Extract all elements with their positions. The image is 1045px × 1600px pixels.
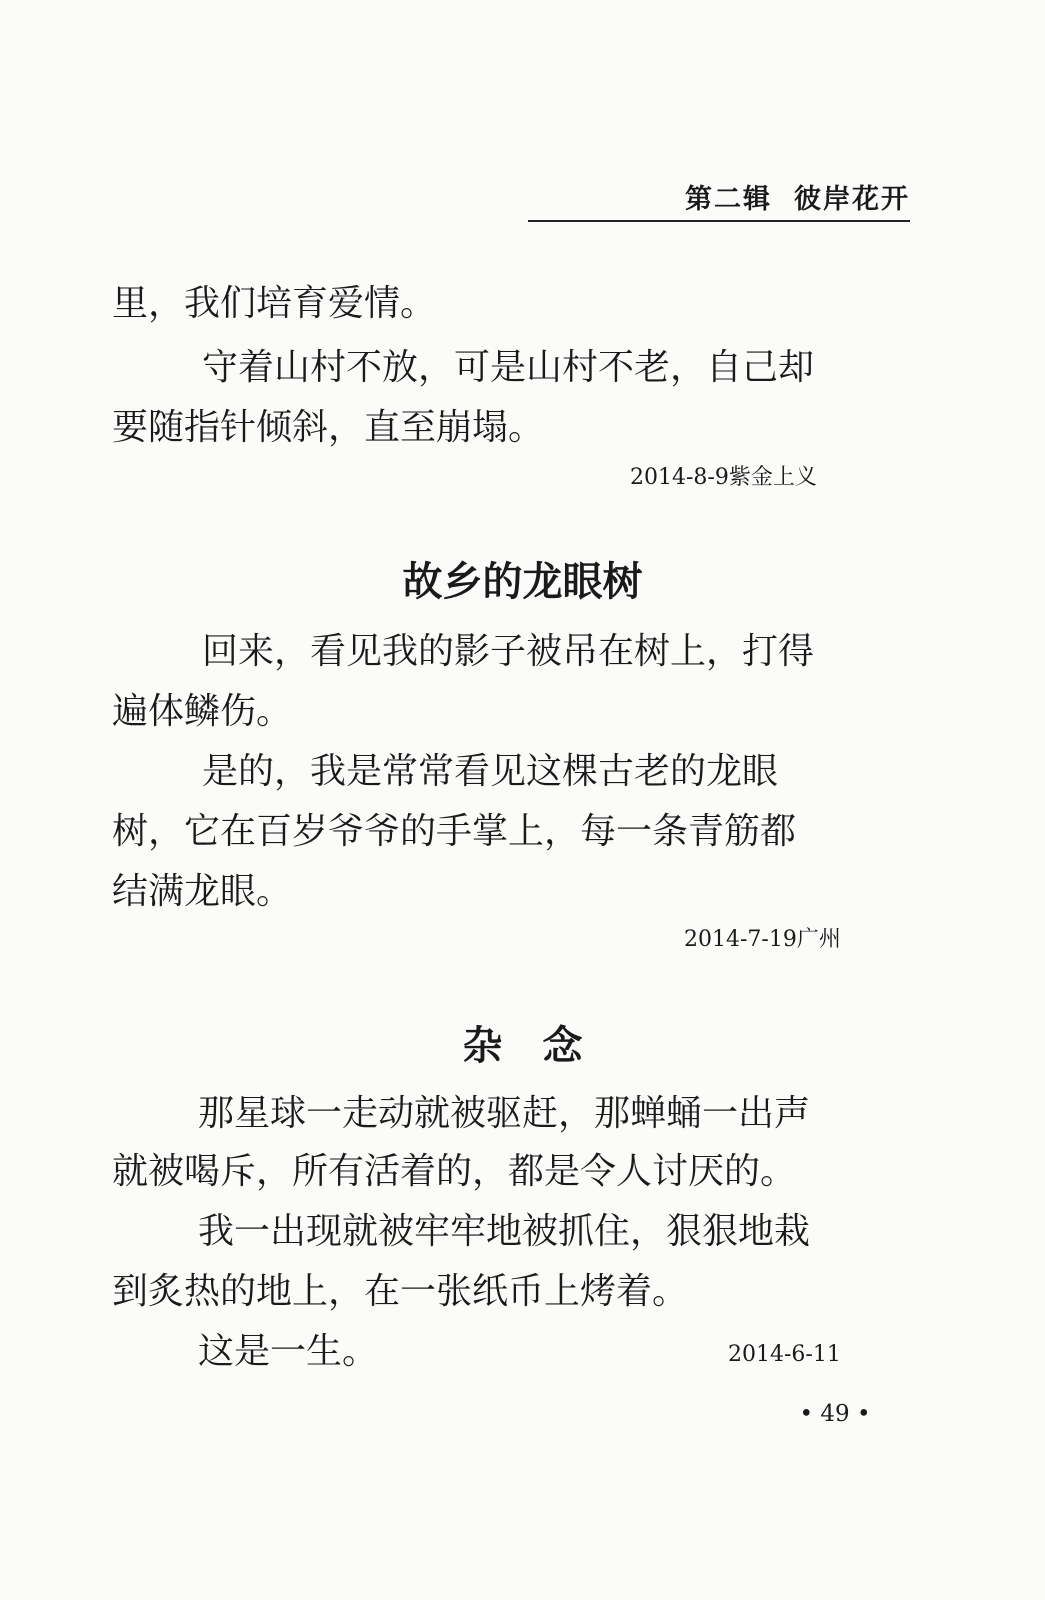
prev-piece-paragraph-2 [112, 338, 814, 398]
prev-piece-date: 2014-8-9紫金上义 [630, 465, 817, 490]
prev-piece-paragraph-1 [112, 274, 436, 334]
section-label: 第二辑 [685, 184, 772, 215]
running-header [530, 180, 910, 220]
page-number: • 49 • [799, 1401, 871, 1427]
text-line: 就被喝斥，所有活着的，都是令人讨厌的。 [112, 1151, 797, 1192]
text-line: 要随指针倾斜，直至崩塌。 [112, 407, 545, 448]
zanian-paragraph-2-cont [112, 1262, 688, 1322]
text-line: 那星球一走动就被驱赶，那蝉蛹一出声 [198, 1093, 811, 1134]
longyan-paragraph-2 [202, 742, 778, 802]
longyan-paragraph-1-cont [112, 682, 292, 742]
text-line: 里，我们培育爱情。 [112, 283, 437, 324]
text-line: 守着山村不放，可是山村不老，自己却 [202, 347, 815, 388]
text-line: 遍体鳞伤。 [112, 691, 293, 732]
header-rule [528, 220, 910, 222]
text-line: 树，它在百岁爷爷的手掌上，每一条青筋都 [112, 811, 797, 852]
prev-piece-paragraph-2-cont [112, 398, 544, 458]
zanian-date: 2014-6-11 [728, 1342, 841, 1367]
text-line: 结满龙眼。 [112, 871, 293, 912]
longyan-date: 2014-7-19广州 [684, 927, 841, 952]
text-line: 回来，看见我的影子被吊在树上，打得 [202, 631, 815, 672]
poem-title-longyan: 故乡的龙眼树 [402, 558, 643, 605]
zanian-paragraph-1-cont [112, 1142, 796, 1202]
text-line: 这是一生。 [198, 1331, 379, 1372]
zanian-paragraph-2 [198, 1202, 810, 1262]
longyan-paragraph-2-cont [112, 802, 796, 922]
poem-title-zanian: 杂 念 [462, 1022, 583, 1069]
text-line: 到炙热的地上，在一张纸币上烤着。 [112, 1271, 689, 1312]
longyan-paragraph-1 [202, 622, 814, 682]
zanian-paragraph-1 [198, 1084, 810, 1144]
text-line: 是的，我是常常看见这棵古老的龙眼 [202, 751, 779, 792]
zanian-paragraph-3 [198, 1322, 378, 1382]
section-subtitle: 彼岸花开 [794, 184, 910, 215]
text-line: 我一出现就被牢牢地被抓住，狠狠地栽 [198, 1211, 811, 1252]
